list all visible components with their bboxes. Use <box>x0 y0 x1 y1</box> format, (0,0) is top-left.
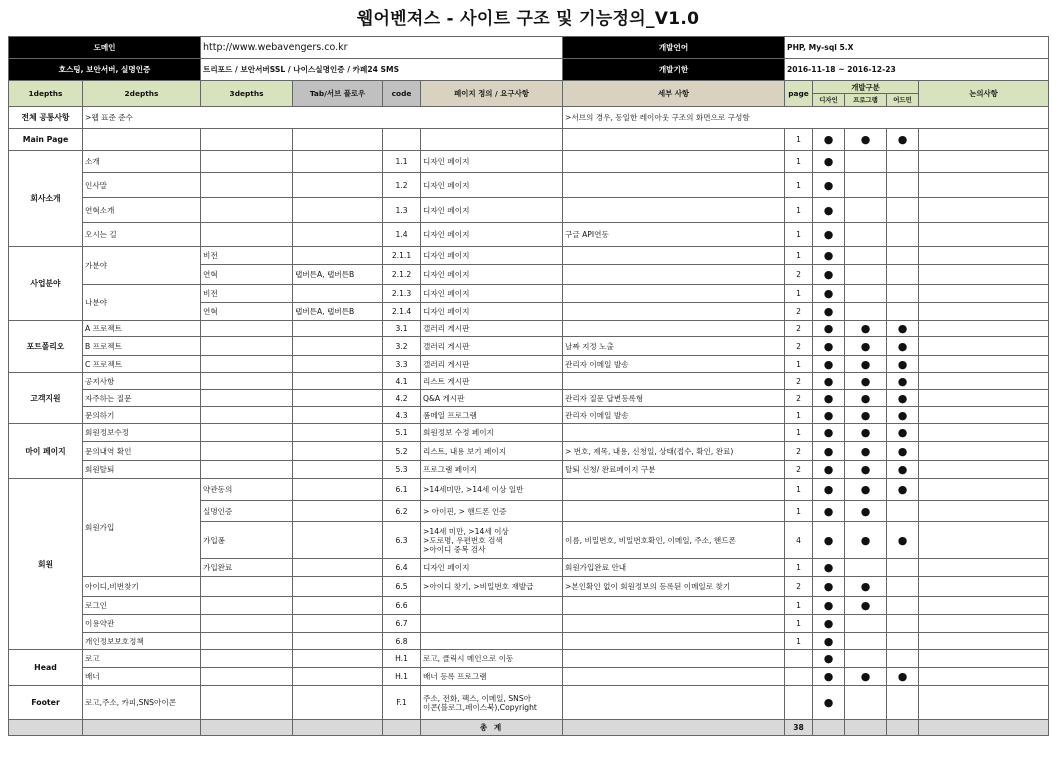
d2-cell: 로고,주소, 카피,SNS아이콘 <box>83 686 201 720</box>
header-dev: 개발구분 <box>813 81 919 94</box>
page-count: 1 <box>785 223 813 247</box>
header-req: 페이지 정의 / 요구사항 <box>421 81 563 107</box>
code-cell: 4.2 <box>383 390 421 407</box>
dot-mark: ● <box>813 686 845 720</box>
code-cell: 6.2 <box>383 501 421 522</box>
header-edit: 어드민 <box>887 94 919 107</box>
req-cell: > 아이핀, > 핸드폰 인증 <box>421 501 563 522</box>
dot-mark: ● <box>845 129 887 151</box>
detail-cell: 탈퇴 신청/ 완료페이지 구분 <box>563 461 785 479</box>
group-label: 회사소개 <box>9 151 83 247</box>
page-count: 2 <box>785 337 813 356</box>
dot-mark: ● <box>813 129 845 151</box>
dot-mark: ● <box>845 442 887 461</box>
detail-cell: 날짜 지정 노출 <box>563 337 785 356</box>
req-cell: >아이디 찾기, >비밀번호 재발급 <box>421 577 563 597</box>
table-row <box>9 321 1049 337</box>
d2-cell: 로그인 <box>83 597 201 615</box>
code-cell: 2.1.3 <box>383 285 421 303</box>
table-row <box>9 424 1049 442</box>
dot-mark: ● <box>845 356 887 373</box>
d2-cell: 오시는 길 <box>83 223 201 247</box>
code-cell: 5.3 <box>383 461 421 479</box>
detail-cell: 구글 API연동 <box>563 223 785 247</box>
code-cell: 1.2 <box>383 173 421 198</box>
dot-mark: ● <box>813 597 845 615</box>
detail-cell: 관리자 질문 답변등록형 <box>563 390 785 407</box>
dot-mark: ● <box>887 668 919 686</box>
table-row <box>9 650 1049 668</box>
req-cell: 회원정보 수정 페이지 <box>421 424 563 442</box>
dot-mark: ● <box>845 597 887 615</box>
code-cell: 4.1 <box>383 373 421 390</box>
hosting-value: 트리포드 / 보안서버SSL / 나이스실명인증 / 카페24 SMS <box>201 59 563 81</box>
table-row <box>9 198 1049 223</box>
req-cell <box>421 686 563 720</box>
code-cell: 3.3 <box>383 356 421 373</box>
table-row <box>9 356 1049 373</box>
dot-mark: ● <box>845 424 887 442</box>
info-row-domain <box>9 37 1049 59</box>
req-cell: 배너 등록 프로그램 <box>421 668 563 686</box>
d2-cell: 로고 <box>83 650 201 668</box>
dot-mark: ● <box>887 407 919 424</box>
common-req: >웹 표준 준수 <box>83 107 563 129</box>
d2-cell: B 프로젝트 <box>83 337 201 356</box>
d2-cell: 배너 <box>83 668 201 686</box>
table-row <box>9 407 1049 424</box>
lang-label: 개발언어 <box>563 37 785 59</box>
dot-mark: ● <box>813 615 845 633</box>
table-row <box>9 686 1049 720</box>
table-row <box>9 247 1049 265</box>
group-label: Footer <box>9 686 83 720</box>
header-detail: 세부 사항 <box>563 81 785 107</box>
dot-mark: ● <box>813 285 845 303</box>
d2-cell: C 프로젝트 <box>83 356 201 373</box>
code-cell: 3.2 <box>383 337 421 356</box>
code-cell: 4.3 <box>383 407 421 424</box>
detail-cell: 이름, 비밀번호, 비밀번호확인, 이메일, 주소, 핸드폰 <box>563 522 785 559</box>
header-tab: Tab/서브 플로우 <box>293 81 383 107</box>
page-count: 2 <box>785 303 813 321</box>
page-count: 1 <box>785 356 813 373</box>
table-row <box>9 615 1049 633</box>
header-d3: 3depths <box>201 81 293 107</box>
page-count: 1 <box>785 559 813 577</box>
group-label: Main Page <box>9 129 83 151</box>
spec-table <box>8 36 1049 736</box>
code-cell: 1.3 <box>383 198 421 223</box>
d2-cell: A 프로젝트 <box>83 321 201 337</box>
req-cell: 디자인 페이지 <box>421 173 563 198</box>
dot-mark: ● <box>845 337 887 356</box>
dot-mark: ● <box>845 577 887 597</box>
table-row <box>9 223 1049 247</box>
dot-mark: ● <box>813 461 845 479</box>
dot-mark: ● <box>887 356 919 373</box>
domain-value: http://www.webavengers.co.kr <box>201 37 563 59</box>
code-cell: 6.6 <box>383 597 421 615</box>
req-cell: 디자인 페이지 <box>421 285 563 303</box>
dot-mark: ● <box>845 522 887 559</box>
page-count: 1 <box>785 151 813 173</box>
req-line: >14세 미만, >14세 이상 <box>423 526 509 536</box>
d3-cell: 가입완료 <box>201 559 293 577</box>
dot-mark: ● <box>845 461 887 479</box>
dot-mark: ● <box>887 461 919 479</box>
dot-mark: ● <box>813 650 845 668</box>
header-d2: 2depths <box>83 81 201 107</box>
total-row <box>9 720 1049 736</box>
page-count: 1 <box>785 407 813 424</box>
req-line: >아이디 중복 검사 <box>423 544 486 554</box>
req-cell: 디자인 페이지 <box>421 223 563 247</box>
req-line: 이콘(블로그,페이스북),Copyright <box>423 702 537 712</box>
dot-mark: ● <box>813 373 845 390</box>
page-count: 2 <box>785 577 813 597</box>
code-cell: 1.4 <box>383 223 421 247</box>
d2-cell: 연혁소개 <box>83 198 201 223</box>
req-cell <box>421 522 563 559</box>
header-note: 논의사항 <box>919 81 1049 107</box>
page-count: 1 <box>785 129 813 151</box>
code-cell: 6.7 <box>383 615 421 633</box>
dot-mark: ● <box>813 356 845 373</box>
req-cell: Q&A 게시판 <box>421 390 563 407</box>
dot-mark: ● <box>887 321 919 337</box>
code-cell: H.1 <box>383 668 421 686</box>
group-label: 고객지원 <box>9 373 83 424</box>
total-label: 총 계 <box>421 720 563 736</box>
dot-mark: ● <box>887 442 919 461</box>
dot-mark: ● <box>813 198 845 223</box>
dot-mark: ● <box>813 247 845 265</box>
group-label: 포트폴리오 <box>9 321 83 373</box>
table-row <box>9 173 1049 198</box>
detail-cell: > 번호, 제목, 내용, 신청일, 상태(접수, 확인, 완료) <box>563 442 785 461</box>
page-count: 1 <box>785 173 813 198</box>
d2-cell: 공지사항 <box>83 373 201 390</box>
common-detail: >서브의 경우, 동일한 레이아웃 구조의 화면으로 구성함 <box>563 107 1049 129</box>
code-cell: 6.5 <box>383 577 421 597</box>
d2-cell: 회원정보수정 <box>83 424 201 442</box>
dot-mark: ● <box>813 559 845 577</box>
dot-mark: ● <box>813 633 845 650</box>
dot-mark: ● <box>813 321 845 337</box>
detail-cell: 관리자 이메일 발송 <box>563 407 785 424</box>
table-row <box>9 390 1049 407</box>
total-page: 38 <box>785 720 813 736</box>
table-row <box>9 285 1049 303</box>
d3-cell: 연혁 <box>201 303 293 321</box>
code-cell: 2.1.4 <box>383 303 421 321</box>
period-label: 개발기한 <box>563 59 785 81</box>
dot-mark: ● <box>887 479 919 501</box>
dot-mark: ● <box>813 577 845 597</box>
d2-cell: 문의내역 확인 <box>83 442 201 461</box>
page-count: 1 <box>785 198 813 223</box>
detail-cell: 회원가입완료 안내 <box>563 559 785 577</box>
d2-cell: 아이디,비번찾기 <box>83 577 201 597</box>
dot-mark: ● <box>887 522 919 559</box>
req-cell: 리스트, 내용 보기 페이지 <box>421 442 563 461</box>
hosting-label: 호스팅, 보안서버, 실명인증 <box>9 59 201 81</box>
dot-mark: ● <box>813 442 845 461</box>
dot-mark: ● <box>813 303 845 321</box>
code-cell: 1.1 <box>383 151 421 173</box>
header-row <box>9 81 1049 94</box>
req-line: 주소, 전화, 팩스, 이메일, SNS아 <box>423 693 532 703</box>
page-count: 2 <box>785 373 813 390</box>
detail-cell: >본인확인 없이 회원정보의 등록된 이메일로 찾기 <box>563 577 785 597</box>
page-count: 1 <box>785 424 813 442</box>
group-label: 사업분야 <box>9 247 83 321</box>
page-count: 1 <box>785 247 813 265</box>
req-cell: 폼메일 프로그램 <box>421 407 563 424</box>
code-cell: 2.1.1 <box>383 247 421 265</box>
table-row <box>9 337 1049 356</box>
dot-mark: ● <box>845 501 887 522</box>
table-row <box>9 479 1049 501</box>
dot-mark: ● <box>887 373 919 390</box>
code-cell: H.1 <box>383 650 421 668</box>
page-count: 2 <box>785 265 813 285</box>
header-d1: 1depths <box>9 81 83 107</box>
page-count: 1 <box>785 285 813 303</box>
group-label: 회원 <box>9 479 83 650</box>
d2-cell: 자주하는 질문 <box>83 390 201 407</box>
d3-cell: 비전 <box>201 285 293 303</box>
d2-cell: 문의하기 <box>83 407 201 424</box>
header-program: 프로그램 <box>845 94 887 107</box>
code-cell: 5.2 <box>383 442 421 461</box>
page-count: 4 <box>785 522 813 559</box>
table-row <box>9 442 1049 461</box>
dot-mark: ● <box>887 390 919 407</box>
d2-cell: 개인정보보호정책 <box>83 633 201 650</box>
table-row <box>9 668 1049 686</box>
code-cell: 6.4 <box>383 559 421 577</box>
page-count: 1 <box>785 479 813 501</box>
d2-cell: 나분야 <box>83 285 201 321</box>
d3-cell: 비전 <box>201 247 293 265</box>
dot-mark: ● <box>845 407 887 424</box>
req-cell: 디자인 페이지 <box>421 559 563 577</box>
d2-cell: 소개 <box>83 151 201 173</box>
page-count: 1 <box>785 615 813 633</box>
period-value: 2016-11-18 ~ 2016-12-23 <box>785 59 1049 81</box>
dot-mark: ● <box>813 479 845 501</box>
dot-mark: ● <box>845 479 887 501</box>
table-row <box>9 129 1049 151</box>
lang-value: PHP, My-sql 5.X <box>785 37 1049 59</box>
dot-mark: ● <box>813 668 845 686</box>
page-count: 1 <box>785 501 813 522</box>
header-design: 디자인 <box>813 94 845 107</box>
tab-cell: 탭버튼A, 탭버튼B <box>293 303 383 321</box>
domain-label: 도메인 <box>9 37 201 59</box>
page-count: 2 <box>785 461 813 479</box>
dot-mark: ● <box>813 173 845 198</box>
dot-mark: ● <box>845 668 887 686</box>
req-cell: 디자인 페이지 <box>421 198 563 223</box>
dot-mark: ● <box>813 223 845 247</box>
table-row <box>9 151 1049 173</box>
d2-cell: 회원탈퇴 <box>83 461 201 479</box>
req-cell: 갤러리 게시판 <box>421 321 563 337</box>
req-cell: 디자인 페이지 <box>421 303 563 321</box>
table-row <box>9 597 1049 615</box>
info-row-hosting <box>9 59 1049 81</box>
d3-cell: 약관동의 <box>201 479 293 501</box>
d2-cell: 인사말 <box>83 173 201 198</box>
dot-mark: ● <box>887 337 919 356</box>
dot-mark: ● <box>845 390 887 407</box>
d2-cell: 가분야 <box>83 247 201 285</box>
req-cell: 디자인 페이지 <box>421 265 563 285</box>
table-row <box>9 633 1049 650</box>
req-cell: >14세미만, >14세 이상 일반 <box>421 479 563 501</box>
dot-mark: ● <box>813 522 845 559</box>
dot-mark: ● <box>813 337 845 356</box>
dot-mark: ● <box>845 321 887 337</box>
page-count: 2 <box>785 442 813 461</box>
code-cell: F.1 <box>383 686 421 720</box>
code-cell: 3.1 <box>383 321 421 337</box>
code-cell: 5.1 <box>383 424 421 442</box>
group-label: 전체 공통사항 <box>9 107 83 129</box>
req-cell: 갤러리 게시판 <box>421 337 563 356</box>
dot-mark: ● <box>813 501 845 522</box>
dot-mark: ● <box>813 151 845 173</box>
dot-mark: ● <box>887 424 919 442</box>
code-cell: 6.3 <box>383 522 421 559</box>
d3-cell: 연혁 <box>201 265 293 285</box>
tab-cell: 탭버튼A, 탭버튼B <box>293 265 383 285</box>
code-cell: 6.1 <box>383 479 421 501</box>
req-line: >도로명, 우편번호 검색 <box>423 535 503 545</box>
header-page: page <box>785 81 813 107</box>
table-row <box>9 577 1049 597</box>
req-cell: 디자인 페이지 <box>421 247 563 265</box>
table-row <box>9 461 1049 479</box>
dot-mark: ● <box>813 265 845 285</box>
req-cell: 갤러리 게시판 <box>421 356 563 373</box>
dot-mark: ● <box>887 129 919 151</box>
table-row <box>9 373 1049 390</box>
detail-cell: 관리자 이메일 발송 <box>563 356 785 373</box>
d2-cell: 이용약관 <box>83 615 201 633</box>
page-count: 2 <box>785 390 813 407</box>
d3-cell: 실명인증 <box>201 501 293 522</box>
code-cell: 6.8 <box>383 633 421 650</box>
dot-mark: ● <box>845 373 887 390</box>
d2-cell: 회원가입 <box>83 479 201 577</box>
group-label: 마이 페이지 <box>9 424 83 479</box>
header-code: code <box>383 81 421 107</box>
page-count: 1 <box>785 597 813 615</box>
page-count: 2 <box>785 321 813 337</box>
req-cell: 리스트 게시판 <box>421 373 563 390</box>
dot-mark: ● <box>813 407 845 424</box>
req-cell: 프로그램 페이지 <box>421 461 563 479</box>
page-title: 웹어벤져스 - 사이트 구조 및 기능정의_V1.0 <box>356 9 700 29</box>
code-cell: 2.1.2 <box>383 265 421 285</box>
dot-mark: ● <box>813 424 845 442</box>
dot-mark: ● <box>813 390 845 407</box>
d3-cell: 가입폼 <box>201 522 293 559</box>
group-label: Head <box>9 650 83 686</box>
req-cell: 로고, 클릭시 메인으로 이동 <box>421 650 563 668</box>
req-cell: 디자인 페이지 <box>421 151 563 173</box>
table-row <box>9 107 1049 129</box>
page-count: 1 <box>785 633 813 650</box>
